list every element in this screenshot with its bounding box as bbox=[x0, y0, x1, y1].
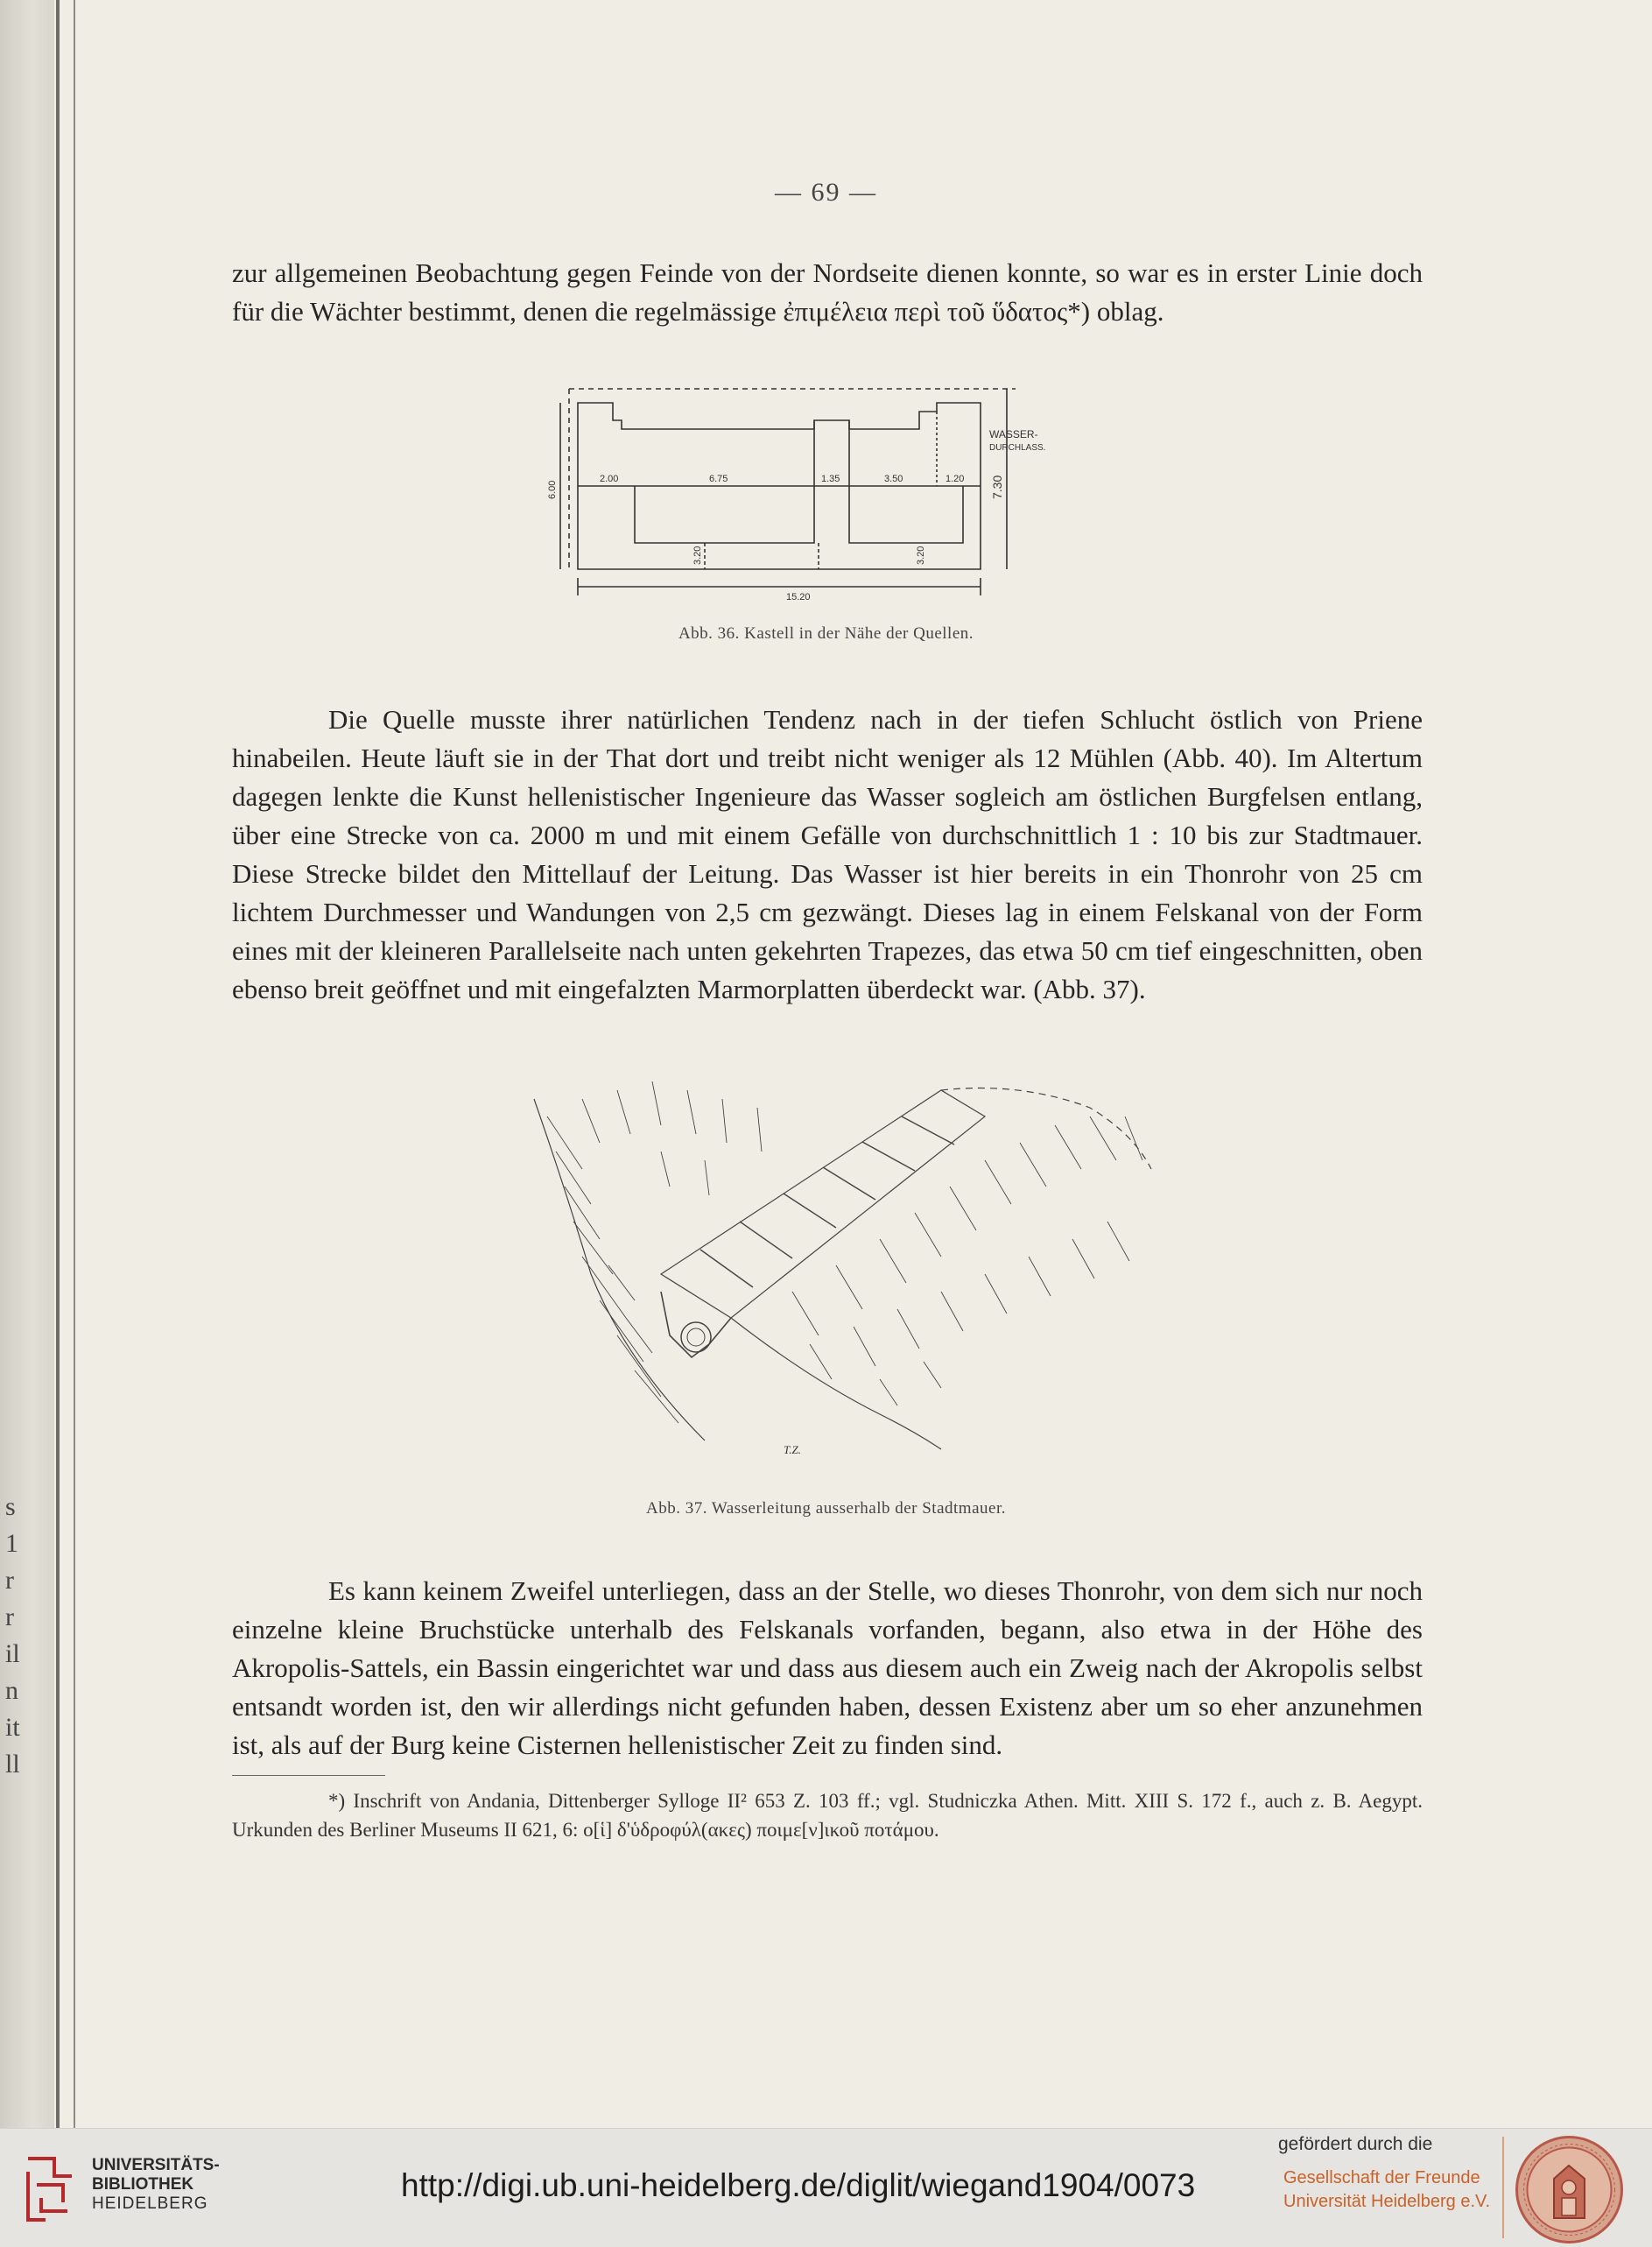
dim-675: 6.75 bbox=[709, 474, 728, 484]
dim-730: 7.30 bbox=[990, 475, 1004, 499]
paragraph-1: zur allgemeinen Beobachtung gegen Feinde von der Nordseite dienen konnte, so war es in erster Linie doch für die Wächter bestimmt, denen die regelmässige ἐπιμέλεια περὶ τοῦ ὕδατος*) oblag. bbox=[232, 257, 1423, 327]
dim-320b: 3.20 bbox=[916, 546, 926, 565]
sponsor-line-2: Universität Heidelberg e.V. bbox=[1283, 2192, 1491, 2211]
footnote-text: *) Inschrift von Andania, Dittenberger Sylloge II² 653 Z. 103 ff.; vgl. Studniczka Athen. Mitt. XIII S. 172 f., auch z. B. Aegypt. Urkunden des Berliner Museums II 621, 6: ο[ἱ] δ'ὑδροφύλ(ακες) ποιμε[ν]ικοῦ ποτάμου. bbox=[232, 1790, 1423, 1841]
library-line-3: HEIDELBERG bbox=[92, 2194, 208, 2213]
dim-320a: 3.20 bbox=[692, 546, 703, 565]
library-line-1: UNIVERSITÄTS- bbox=[92, 2156, 220, 2174]
gutter-edge-inner bbox=[74, 0, 75, 2128]
gutter-edge bbox=[56, 0, 60, 2128]
label-durchlass: DURCHLASS. bbox=[989, 443, 1046, 453]
library-logo-icon[interactable] bbox=[19, 2150, 79, 2229]
paragraph-2: Die Quelle musste ihrer natürlichen Tendenz nach in der tiefen Schlucht östlich von Priene hinabeilen. Heute läuft sie in der That dort und treibt nicht weniger als 12 Mühlen (Abb. 40). Im Altertum dagegen lenkte die Kunst hellenistischer Ingenieure das Wasser sogleich am östlichen Burgfelsen entlang, über eine Strecke von ca. 2000 m und mit einem Gefälle von durchschnittlich 1 : 10 bis zur Stadtmauer. Diese Strecke bildet den Mittellauf der Leitung. Das Wasser ist hier bereits in ein Thonrohr von 25 cm lichtem Durchmesser und Wandungen von 2,5 cm gezwängt. Dieses lag in einem Felskanal von der Form eines mit der kleineren Parallelseite nach unten gekehrten Trapezes, das etwa 50 cm tief eingeschnitten, oben ebenso breit geöffnet und mit eingefalzten Marmorplatten überdeckt war. (Abb. 37). bbox=[232, 704, 1423, 1004]
previous-page-letters bbox=[5, 1489, 23, 1783]
dim-135: 1.35 bbox=[821, 474, 840, 484]
figure-37-sketch bbox=[530, 1064, 1160, 1476]
footnote-rule bbox=[232, 1775, 385, 1776]
binding-gutter bbox=[0, 0, 54, 2128]
page-number: — 69 — bbox=[775, 178, 877, 207]
dim-1520: 15.20 bbox=[786, 592, 811, 602]
sponsor-name[interactable] bbox=[1283, 2166, 1490, 2214]
dim-200: 2.00 bbox=[600, 474, 619, 484]
library-line-2: BIBLIOTHEK bbox=[92, 2175, 194, 2194]
footnote bbox=[232, 1786, 1423, 1844]
margin-letter: il bbox=[5, 1639, 20, 1668]
figure-37-caption: Abb. 37. Wasserleitung ausserhalb der Stadtmauer. bbox=[646, 1499, 1006, 1518]
figure-36-plan bbox=[547, 377, 1112, 604]
sponsor-divider bbox=[1502, 2137, 1504, 2238]
dim-350: 3.50 bbox=[884, 474, 903, 484]
margin-letter: s bbox=[5, 1492, 16, 1521]
figure-37-signature: T.Z. bbox=[784, 1443, 801, 1456]
figure-36-caption: Abb. 36. Kastell in der Nähe der Quellen. bbox=[678, 624, 974, 643]
sponsor-label: gefördert durch die bbox=[1278, 2134, 1433, 2154]
margin-letter: r bbox=[5, 1566, 14, 1595]
margin-letter: it bbox=[5, 1713, 20, 1742]
margin-letter: 1 bbox=[5, 1529, 18, 1558]
sponsor-line-1: Gesellschaft der Freunde bbox=[1283, 2168, 1480, 2187]
permalink-url[interactable]: http://digi.ub.uni-heidelberg.de/diglit/wiegand1904/0073 bbox=[401, 2167, 1196, 2203]
library-name bbox=[92, 2156, 220, 2214]
paragraph-3: Es kann keinem Zweifel unterliegen, dass an der Stelle, wo dieses Thonrohr, von dem sich nur noch einzelne kleine Bruchstücke unterhalb des Felskanals vorfanden, begann, also etwa in der Höhe des Akropolis-Sattels, ein Bassin eingerichtet war und dass aus diesem auch ein Zweig nach der Akropolis selbst entsandt worden ist, den wir allerdings nicht gefunden haben, dessen Existenz aber um so eher anzunehmen ist, als auf der Burg keine Cisternen hellenistischer Zeit zu finden sind. bbox=[232, 1575, 1423, 1760]
margin-letter: n bbox=[5, 1676, 18, 1705]
university-seal-icon[interactable] bbox=[1515, 2135, 1624, 2244]
label-wasser: WASSER- bbox=[989, 428, 1038, 440]
margin-letter: ll bbox=[5, 1750, 20, 1779]
dim-600: 6.00 bbox=[547, 480, 558, 499]
dim-120: 1.20 bbox=[946, 474, 965, 484]
margin-letter: r bbox=[5, 1602, 14, 1631]
